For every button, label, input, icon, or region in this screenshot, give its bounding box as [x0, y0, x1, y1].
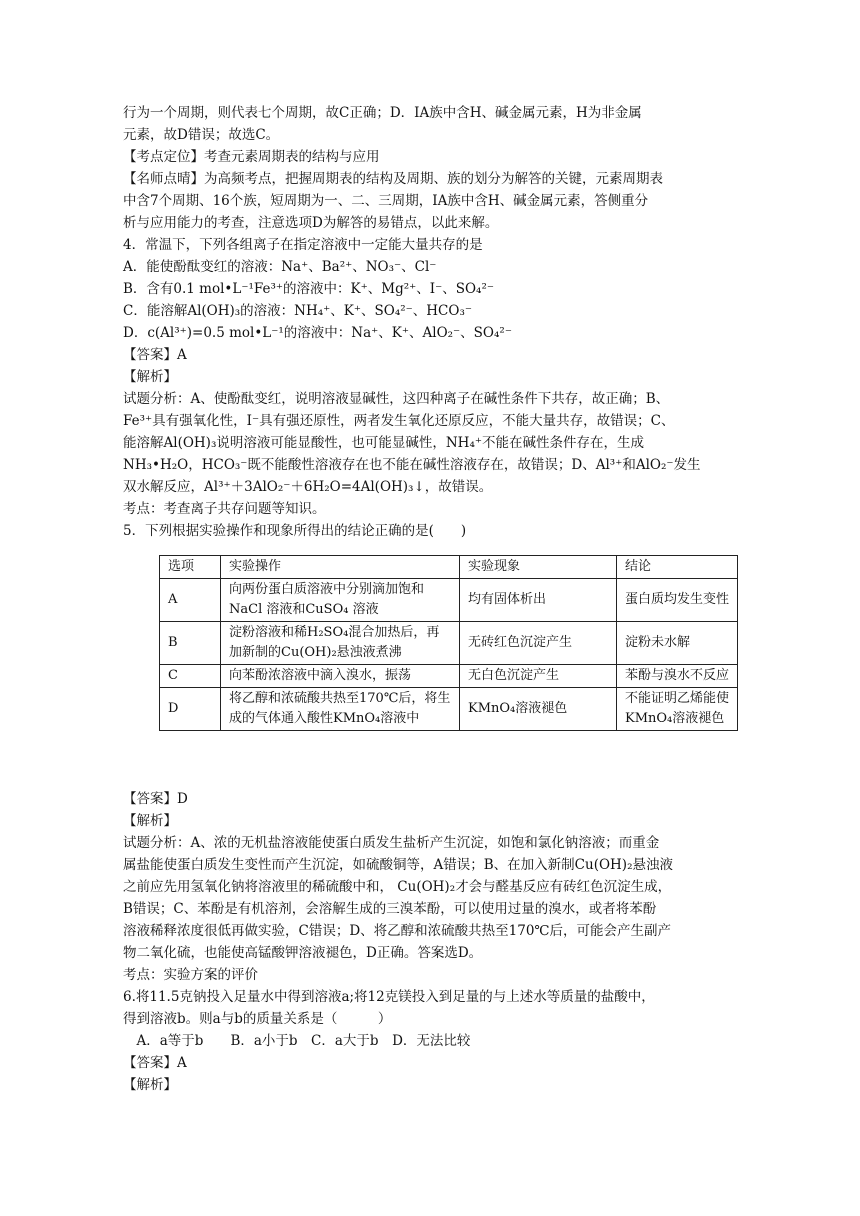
table-cell: 将乙醇和浓硫酸共热至170℃后，将生成的气体通入酸性KMnO₄溶液中 [221, 688, 460, 731]
text-line: 得到溶液b。则a与b的质量关系是（ ） [123, 1011, 392, 1027]
text-line: 行为一个周期，则代表七个周期，故C正确；D．IA族中含H、碱金属元素，H为非金属 [123, 105, 642, 121]
text-line: Fe³⁺具有强氧化性，I⁻具有强还原性，两者发生氧化还原反应，不能大量共存，故错误；C、 [123, 413, 675, 429]
text-line: NH₃•H₂O，HCO₃⁻既不能酸性溶液存在也不能在碱性溶液存在，故错误；D、Al³⁺和AlO₂⁻发生 [123, 457, 701, 473]
table-row [160, 665, 738, 688]
table-cell: 淀粉未水解 [617, 622, 738, 665]
text-line: 【名师点晴】为高频考点，把握周期表的结构及周期、族的划分为解答的关键，元素周期表 [123, 171, 663, 187]
table-header-row [160, 556, 738, 579]
table-cell: A [160, 579, 221, 622]
answer-label: 【答案】A [123, 347, 187, 363]
question-4-stem: 4．常温下，下列各组离子在指定溶液中一定能大量共存的是 [123, 237, 483, 253]
document-body-top [123, 102, 740, 542]
table-header-cell: 实验操作 [221, 556, 460, 579]
table-cell: 无白色沉淀产生 [460, 665, 617, 688]
table-header-cell: 选项 [160, 556, 221, 579]
text-line: 考点：考查离子共存问题等知识。 [123, 501, 326, 517]
table-cell: 苯酚与溴水不反应 [617, 665, 738, 688]
table-cell: 向两份蛋白质溶液中分别滴加饱和NaCl 溶液和CuSO₄ 溶液 [221, 579, 460, 622]
answer-label: 【答案】D [123, 791, 188, 807]
question-4-option-a: A．能使酚酞变红的溶液：Na⁺、Ba²⁺、NO₃⁻、Cl⁻ [123, 259, 437, 275]
table-cell: 蛋白质均发生变性 [617, 579, 738, 622]
question-5-stem: 5．下列根据实验操作和现象所得出的结论正确的是( ) [123, 523, 467, 539]
text-line: 能溶解Al(OH)₃说明溶液可能显酸性，也可能显碱性，NH₄⁺不能在碱性条件存在，生成 [123, 435, 644, 451]
text-line: 考点：实验方案的评价 [123, 967, 258, 983]
table-cell: D [160, 688, 221, 731]
text-line: B错误；C、苯酚是有机溶剂，会溶解生成的三溴苯酚，可以使用过量的溴水，或者将苯酚 [123, 901, 657, 917]
table-cell: 均有固体析出 [460, 579, 617, 622]
table-cell: 向苯酚浓溶液中滴入溴水，振荡 [221, 665, 460, 688]
question-4-option-b: B．含有0.1 mol•L⁻¹Fe³⁺的溶液中：K⁺、Mg²⁺、I⁻、SO₄²⁻ [123, 281, 494, 297]
text-line: 试题分析：A、浓的无机盐溶液能使蛋白质发生盐析产生沉淀，如饱和氯化钠溶液；而重金 [123, 835, 660, 851]
table-row [160, 579, 738, 622]
text-line: 中含7个周期、16个族，短周期为一、二、三周期，IA族中含H、碱金属元素，答侧重分 [123, 193, 649, 209]
text-line: 物二氧化硫，也能使高锰酸钾溶液褪色，D正确。答案选D。 [123, 945, 483, 961]
text-line: 之前应先用氢氧化钠将溶液里的稀硫酸中和， Cu(OH)₂才会与醛基反应有砖红色沉淀生成， [123, 879, 672, 895]
text-line: 溶液稀释浓度很低再做实验，C错误；D、将乙醇和浓硫酸共热至170℃后，可能会产生副产 [123, 923, 672, 939]
table-cell: 淀粉溶液和稀H₂SO₄混合加热后，再加新制的Cu(OH)₂悬浊液煮沸 [221, 622, 460, 665]
question-4-option-c: C．能溶解Al(OH)₃的溶液：NH₄⁺、K⁺、SO₄²⁻、HCO₃⁻ [123, 303, 472, 319]
analysis-label: 【解析】 [123, 813, 177, 829]
table-cell: KMnO₄溶液褪色 [460, 688, 617, 731]
question-4-option-d: D．c(Al³⁺)=0.5 mol•L⁻¹的溶液中：Na⁺、K⁺、AlO₂⁻、SO₄²⁻ [123, 325, 512, 341]
document-body-bottom [123, 788, 740, 1096]
table-cell: 无砖红色沉淀产生 [460, 622, 617, 665]
table-cell: 不能证明乙烯能使KMnO₄溶液褪色 [617, 688, 738, 731]
question-6-options: A．a等于b B．a小于b C．a大于b D．无法比较 [123, 1033, 471, 1049]
table-cell: C [160, 665, 221, 688]
analysis-label: 【解析】 [123, 1077, 177, 1093]
question-6-stem: 6.将11.5克钠投入足量水中得到溶液a;将12克镁投入到足量的与上述水等质量的盐酸中， [123, 989, 655, 1005]
text-line: 析与应用能力的考查，注意选项D为解答的易错点，以此来解。 [123, 215, 499, 231]
answer-label: 【答案】A [123, 1055, 187, 1071]
text-line: 试题分析：A、使酚酞变红，说明溶液显碱性，这四种离子在碱性条件下共存，故正确；B、 [123, 391, 670, 407]
table-header-cell: 实验现象 [460, 556, 617, 579]
experiment-table [159, 555, 738, 731]
table-header-cell: 结论 [617, 556, 738, 579]
table-cell: B [160, 622, 221, 665]
table-row [160, 688, 738, 731]
text-line: 双水解反应，Al³⁺＋3AlO₂⁻＋6H₂O=4Al(OH)₃↓，故错误。 [123, 479, 493, 495]
text-line: 【考点定位】考查元素周期表的结构与应用 [123, 149, 380, 165]
analysis-label: 【解析】 [123, 369, 177, 385]
text-line: 元素，故D错误；故选C。 [123, 127, 280, 143]
table-row [160, 622, 738, 665]
text-line: 属盐能使蛋白质发生变性而产生沉淀，如硫酸铜等，A错误；B、在加入新制Cu(OH)₂悬浊液 [123, 857, 673, 873]
